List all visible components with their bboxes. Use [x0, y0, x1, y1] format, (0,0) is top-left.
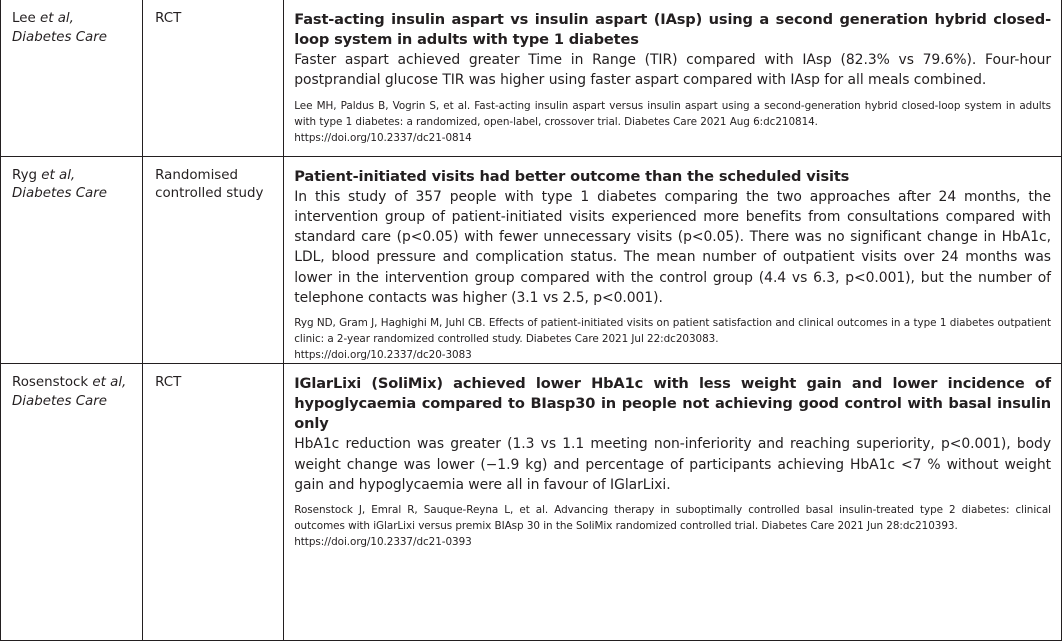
reference-citation — [294, 315, 1051, 363]
doi-link[interactable]: https://doi.org/10.2337/dc21-0393 — [294, 536, 472, 549]
design-cell — [143, 156, 284, 364]
summary-cell — [284, 0, 1062, 156]
finding-body: HbA1c reduction was greater (1.3 vs 1.1 meeting non-inferiority and reaching superiority, p<0.001), body weight change was lower (−1.9 kg) and percentage of participants achieving HbA1c <7 % without weight gain and hypoglycaemia were all in favour of IGlarLixi. — [294, 436, 1051, 493]
reference-citation — [294, 502, 1051, 550]
finding-body: Faster aspart achieved greater Time in Range (TIR) compared with IAsp (82.3% vs 79.6%). Four-hour postprandial glucose TIR was higher using faster aspart compared with IAsp for all meals combined. — [294, 52, 1051, 89]
journal-name: Diabetes Care — [12, 393, 107, 409]
table-row — [1, 156, 1062, 364]
summary-cell — [284, 364, 1062, 641]
author-name: Ryg — [12, 167, 42, 183]
author-cell — [1, 156, 143, 364]
finding-headline: IGlarLixi (SoliMix) achieved lower HbA1c with less weight gain and lower incidence of hypoglycaemia compared to BIasp30 in people not achieving good control with basal insulin only — [294, 375, 1051, 433]
reference-text: Rosenstock J, Emral R, Sauque-Reyna L, et al. Advancing therapy in suboptimally controlled basal insulin-treated type 2 diabetes: clinical outcomes with iGlarLixi versus premix BIAsp 30 in the SoliMix randomized controlled trial. Diabetes Care 2021 Jun 28:dc210393. — [294, 504, 1051, 533]
reference-text: Ryg ND, Gram J, Haghighi M, Juhl CB. Effects of patient-initiated visits on patient satisfaction and clinical outcomes in a type 1 diabetes outpatient clinic: a 2-year randomized controlled study. Diabetes Care 2021 Jul 22:dc203083. — [294, 317, 1051, 346]
journal-name: Diabetes Care — [12, 186, 107, 201]
study-design: Randomised controlled study — [155, 167, 264, 201]
finding-headline: Fast-acting insulin aspart vs insulin aspart (IAsp) using a second generation hybrid closed-loop system in adults with type 1 diabetes — [294, 11, 1051, 48]
et-al-text: et al, — [92, 375, 127, 391]
author-cell — [1, 364, 143, 641]
study-design: RCT — [155, 11, 182, 26]
author-cell — [1, 0, 143, 156]
finding-headline: Patient-initiated visits had better outcome than the scheduled visits — [294, 167, 850, 185]
table-row — [1, 0, 1062, 156]
journal-name: Diabetes Care — [12, 29, 107, 45]
study-design: RCT — [155, 375, 182, 391]
summary-cell — [284, 156, 1062, 364]
et-al-text: et al, — [39, 11, 74, 26]
et-al-text: et al, — [41, 167, 76, 183]
author-name: Lee — [12, 11, 40, 26]
design-cell — [143, 364, 284, 641]
table-row — [1, 364, 1062, 641]
doi-link[interactable]: https://doi.org/10.2337/dc20-3083 — [294, 349, 472, 362]
doi-link[interactable]: https://doi.org/10.2337/dc21-0814 — [294, 131, 472, 144]
reference-citation — [294, 98, 1051, 146]
finding-body: In this study of 357 people with type 1 diabetes comparing the two approaches after 24 months, the intervention group of patient-initiated visits experienced more benefits from consultations compared with standard care (p<0.05) with fewer unnecessary visits (p<0.05). There was no significant change in HbA1c, LDL, blood pressure and complication status. The mean number of outpatient visits over 24 months was lower in the intervention group compared with the control group (4.4 vs 6.3, p<0.001), but the number of telephone contacts was higher (3.1 vs 2.5, p<0.001). — [294, 188, 1051, 306]
design-cell — [143, 0, 284, 156]
reference-text: Lee MH, Paldus B, Vogrin S, et al. Fast-acting insulin aspart versus insulin aspart using a second-generation hybrid closed-loop system in adults with type 1 diabetes: a randomized, open-label, crossover trial. Diabetes Care 2021 Aug 6:dc210814. — [294, 99, 1051, 128]
author-name: Rosenstock — [12, 375, 93, 391]
